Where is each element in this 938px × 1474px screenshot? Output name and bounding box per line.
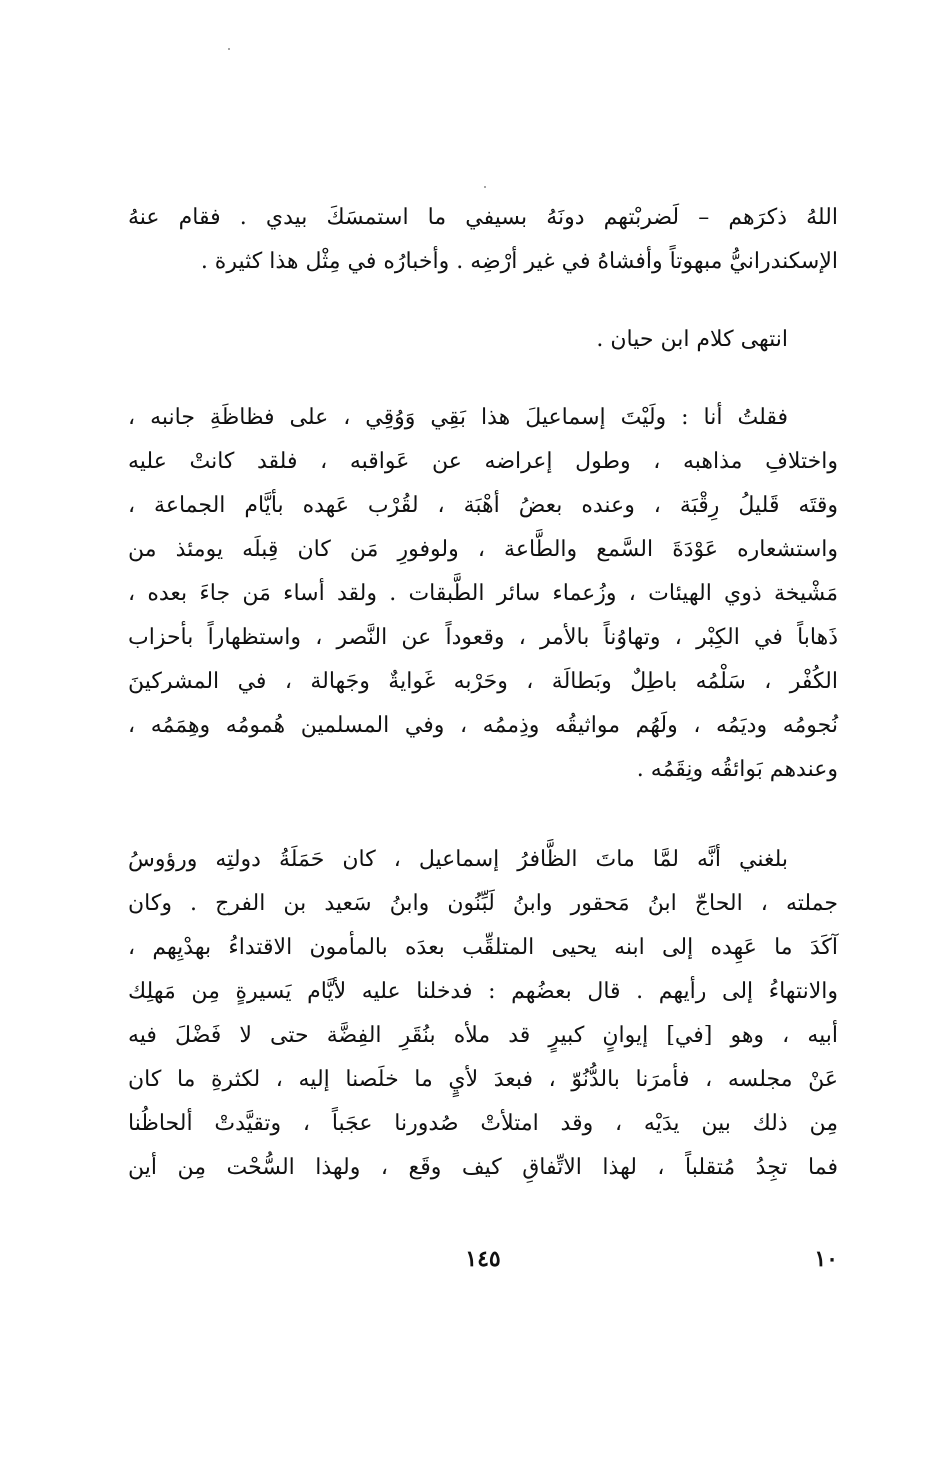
page-footer [128,1246,838,1286]
text-line: ذَهاباً في الكِبْر ، وتهاوُناً بالأمر ، وقعوداً عن النَّصر ، واستظهاراً بأحزاب [128,625,838,650]
text-line: أبيه ، وهو [في] إيوانٍ كبيرٍ قد ملأه بنُقَرِ الفِضَّة حتى لا فَضْلَ فيه [128,1023,838,1048]
text-line: بلغني أنَّه لمَّا ماتَ الظَّافرُ إسماعيل ، كان حَمَلَةُ دولتِه ورؤوسُ [128,847,788,872]
text-line: وعندهم بَوائقُه ونِقَمُه . [636,757,838,782]
text-line: والانتهاءُ إلى رأيهم . قال بعضُهم : فدخلنا عليه لأيَّام يَسيرةٍ مِن مَهلِك [128,979,838,1004]
scan-speck [228,48,230,50]
text-line: انتهى كلام ابن حيان . [596,327,788,352]
paragraph-1 [128,196,838,284]
text-line: مِن ذلك بين يدَيْه ، وقد امتلأتْ صُدورنا عجَباً ، وتقيَّدتْ ألحاظُنا [128,1111,838,1136]
text-line: وقتَه قَليلُ رِقْبَة ، وعنده بعضُ أهْبَة ، لقُرْب عَهده بأيَّام الجماعة ، [128,493,838,518]
folio-number: ١٠ [814,1246,838,1272]
text-line: فما تجِدُ مُتقلباً ، لهذا الاتِّفاقِ كيف وقَع ، ولهذا السُّحْت مِن أين [128,1155,838,1180]
text-line: جملته ، الحاجّ ابنُ مَحقور وابنُ لَبِّنُون وابنُ سَعيد بن الفرج . وكان [128,891,838,916]
page-number: ١٤٥ [465,1246,501,1272]
text-line: مَشْيخة ذوي الهيئات ، وزُعماء سائر الطَّبقات . ولقد أساء مَن جاءَ بعده ، [128,581,838,606]
paragraph-3 [128,396,838,792]
scan-speck [484,186,486,188]
text-line: فقلتُ أنا : ولَيْتَ إسماعيلَ هذا بَقِي وَوُقِي ، على فظاظَةِ جانبه ، [128,405,788,430]
text-line: عَنْ مجلسه ، فأمرَنا بالدُّنُوّ ، فبعدَ لأيٍ ما خلَصنا إليه ، لكثرةِ ما كان [128,1067,838,1092]
text-line: آكَدَ ما عَهِده إلى ابنه يحيى المتلقِّب بعدَه بالمأمون الاقتداءُ بهدْيِهم ، [128,935,838,960]
text-line: الإسكندرانيُّ مبهوتاً وأفشاهُ في غير أرْضِه . وأخبارُه في مِثْل هذا كثيرة . [200,249,838,274]
text-line: اللهُ ذكرَهم – لَضربْتهم دونَهُ بسيفي ما استمسَكَ بيدي . فقام عنهُ [128,205,838,230]
paragraph-4 [128,838,838,1190]
text-line: نُجومُه وديَمُه ، ولَهُم مواثيقُه وذِممُه ، وفي المسلمين هُمومُه وهِمَمُه ، [128,713,838,738]
text-line: الكُفْر ، سَلْمُه باطِلٌ وبَطالَة ، وحَرْبه غَوايةٌ وجَهالة ، في المشركينَ [128,669,838,694]
text-line: واختلافِ مذاهبه ، وطول إعراضه عن عَواقبه ، فلقد كانتْ عليه [128,449,838,474]
paragraph-2 [128,318,838,362]
text-line: واستشعاره عَوْدَةَ السَّمع والطَّاعة ، ولوفورِ مَن كان قِبلَه يومئذ من [128,537,839,562]
